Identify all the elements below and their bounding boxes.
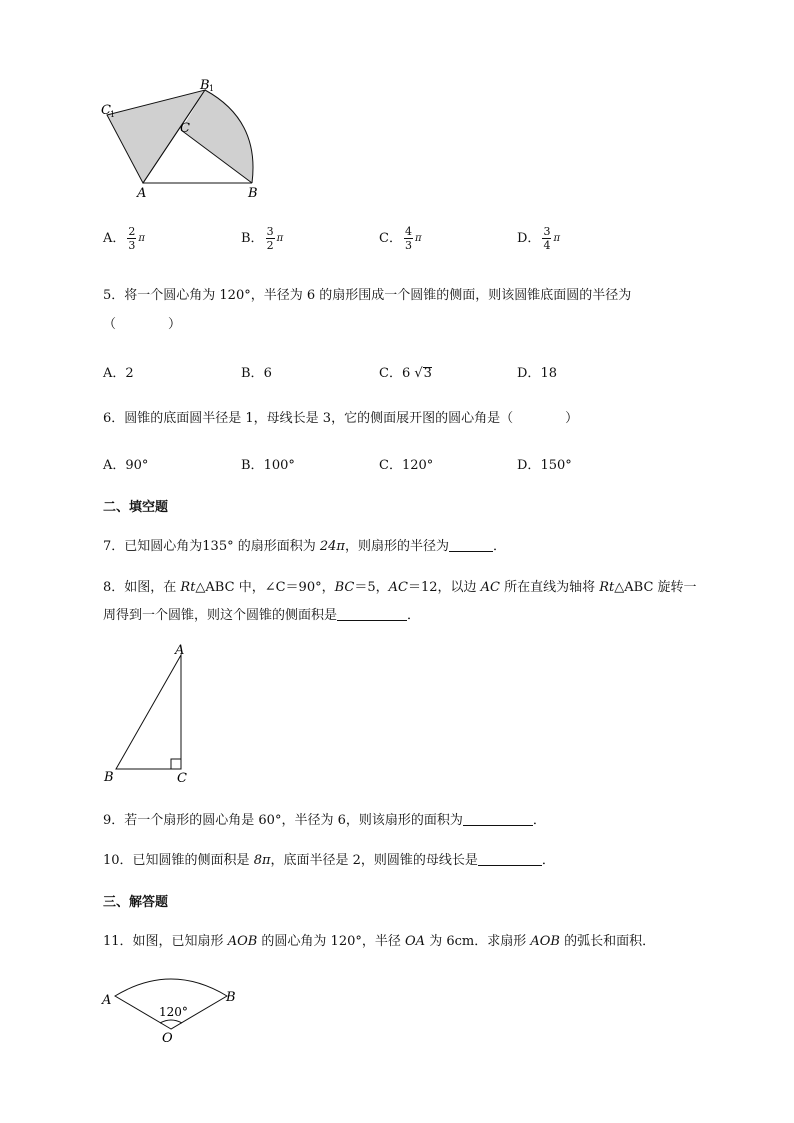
angle-arc <box>160 1020 182 1023</box>
label-b1-sub: 1 <box>209 84 215 93</box>
q6-option-a[interactable]: A．90° <box>103 458 149 473</box>
label-b: B <box>248 186 258 201</box>
q5-text: 5．将一个圆心角为 120°，半径为 6 的扇形围成一个圆锥的侧面，则该圆锥底面圆的半径为 <box>103 288 632 303</box>
q8-line2: 周得到一个圆锥，则这个圆锥的侧面积是 ． <box>103 608 421 623</box>
q5-option-a[interactable]: A．2 <box>103 366 134 381</box>
q4-option-a[interactable]: A． $\frac{2}{3}$ π <box>103 225 145 252</box>
sqrt-icon: √ <box>414 366 423 381</box>
q6-option-d[interactable]: D．150° <box>517 458 572 473</box>
label-o: O <box>162 1031 173 1045</box>
q6-option-b[interactable]: B．100° <box>241 458 295 473</box>
q7-answer-blank[interactable] <box>449 539 493 552</box>
q4-option-d[interactable]: D． $\frac{3}{4}$ π <box>517 225 561 252</box>
q5-option-c[interactable]: C．6 √3 <box>379 366 432 381</box>
section-heading-fill-in: 二、填空题 <box>103 500 169 515</box>
q9-text: 9．若一个扇形的圆心角是 60°，半径为 6，则该扇形的面积为 ． <box>103 813 546 828</box>
label-a: A <box>137 186 147 201</box>
right-angle-mark <box>171 759 181 769</box>
rotation-figure <box>95 75 275 205</box>
q5-paren: （ ） <box>103 317 182 332</box>
q4-option-b[interactable]: B． $\frac{3}{2}$ π <box>241 225 284 252</box>
label-c: C <box>180 121 190 136</box>
sector-figure <box>98 965 248 1045</box>
q6-text: 6．圆锥的底面圆半径是 1，母线长是 3，它的侧面展开图的圆心角是（ ） <box>103 411 579 426</box>
q4-option-c[interactable]: C． $\frac{4}{3}$ π <box>379 225 422 252</box>
label-b1: B <box>200 78 210 93</box>
right-triangle-figure <box>100 640 200 788</box>
q8-line1: 8．如图，在 Rt△ABC 中，∠C＝90°，BC＝5，AC＝12，以边 AC 所在直线为轴将 Rt△ABC 旋转一 <box>103 580 697 595</box>
section-heading-solve: 三、解答题 <box>103 895 169 910</box>
q7-text: 7．已知圆心角为135° 的扇形面积为 24π，则扇形的半径为 ． <box>103 539 506 554</box>
q10-text: 10．已知圆锥的侧面积是 8π，底面半径是 2，则圆锥的母线长是 ． <box>103 853 555 868</box>
q11-text: 11．如图，已知扇形 AOB 的圆心角为 120°，半径 OA 为 6cm．求扇形 AOB 的弧长和面积． <box>103 934 656 949</box>
q5-option-b[interactable]: B．6 <box>241 366 272 381</box>
label-c1: C <box>101 103 111 118</box>
label-b: B <box>226 990 236 1005</box>
label-a: A <box>102 993 112 1008</box>
q9-answer-blank[interactable] <box>463 813 533 826</box>
q5-option-d[interactable]: D．18 <box>517 366 557 381</box>
q10-answer-blank[interactable] <box>478 853 542 866</box>
sector-aob <box>115 979 227 1029</box>
angle-label: 120° <box>159 1005 188 1019</box>
q8-answer-blank[interactable] <box>337 608 407 621</box>
label-a: A <box>175 643 185 658</box>
label-c: C <box>177 771 187 786</box>
label-b: B <box>104 770 114 785</box>
label-c1-sub: 1 <box>110 110 116 119</box>
q6-option-c[interactable]: C．120° <box>379 458 434 473</box>
